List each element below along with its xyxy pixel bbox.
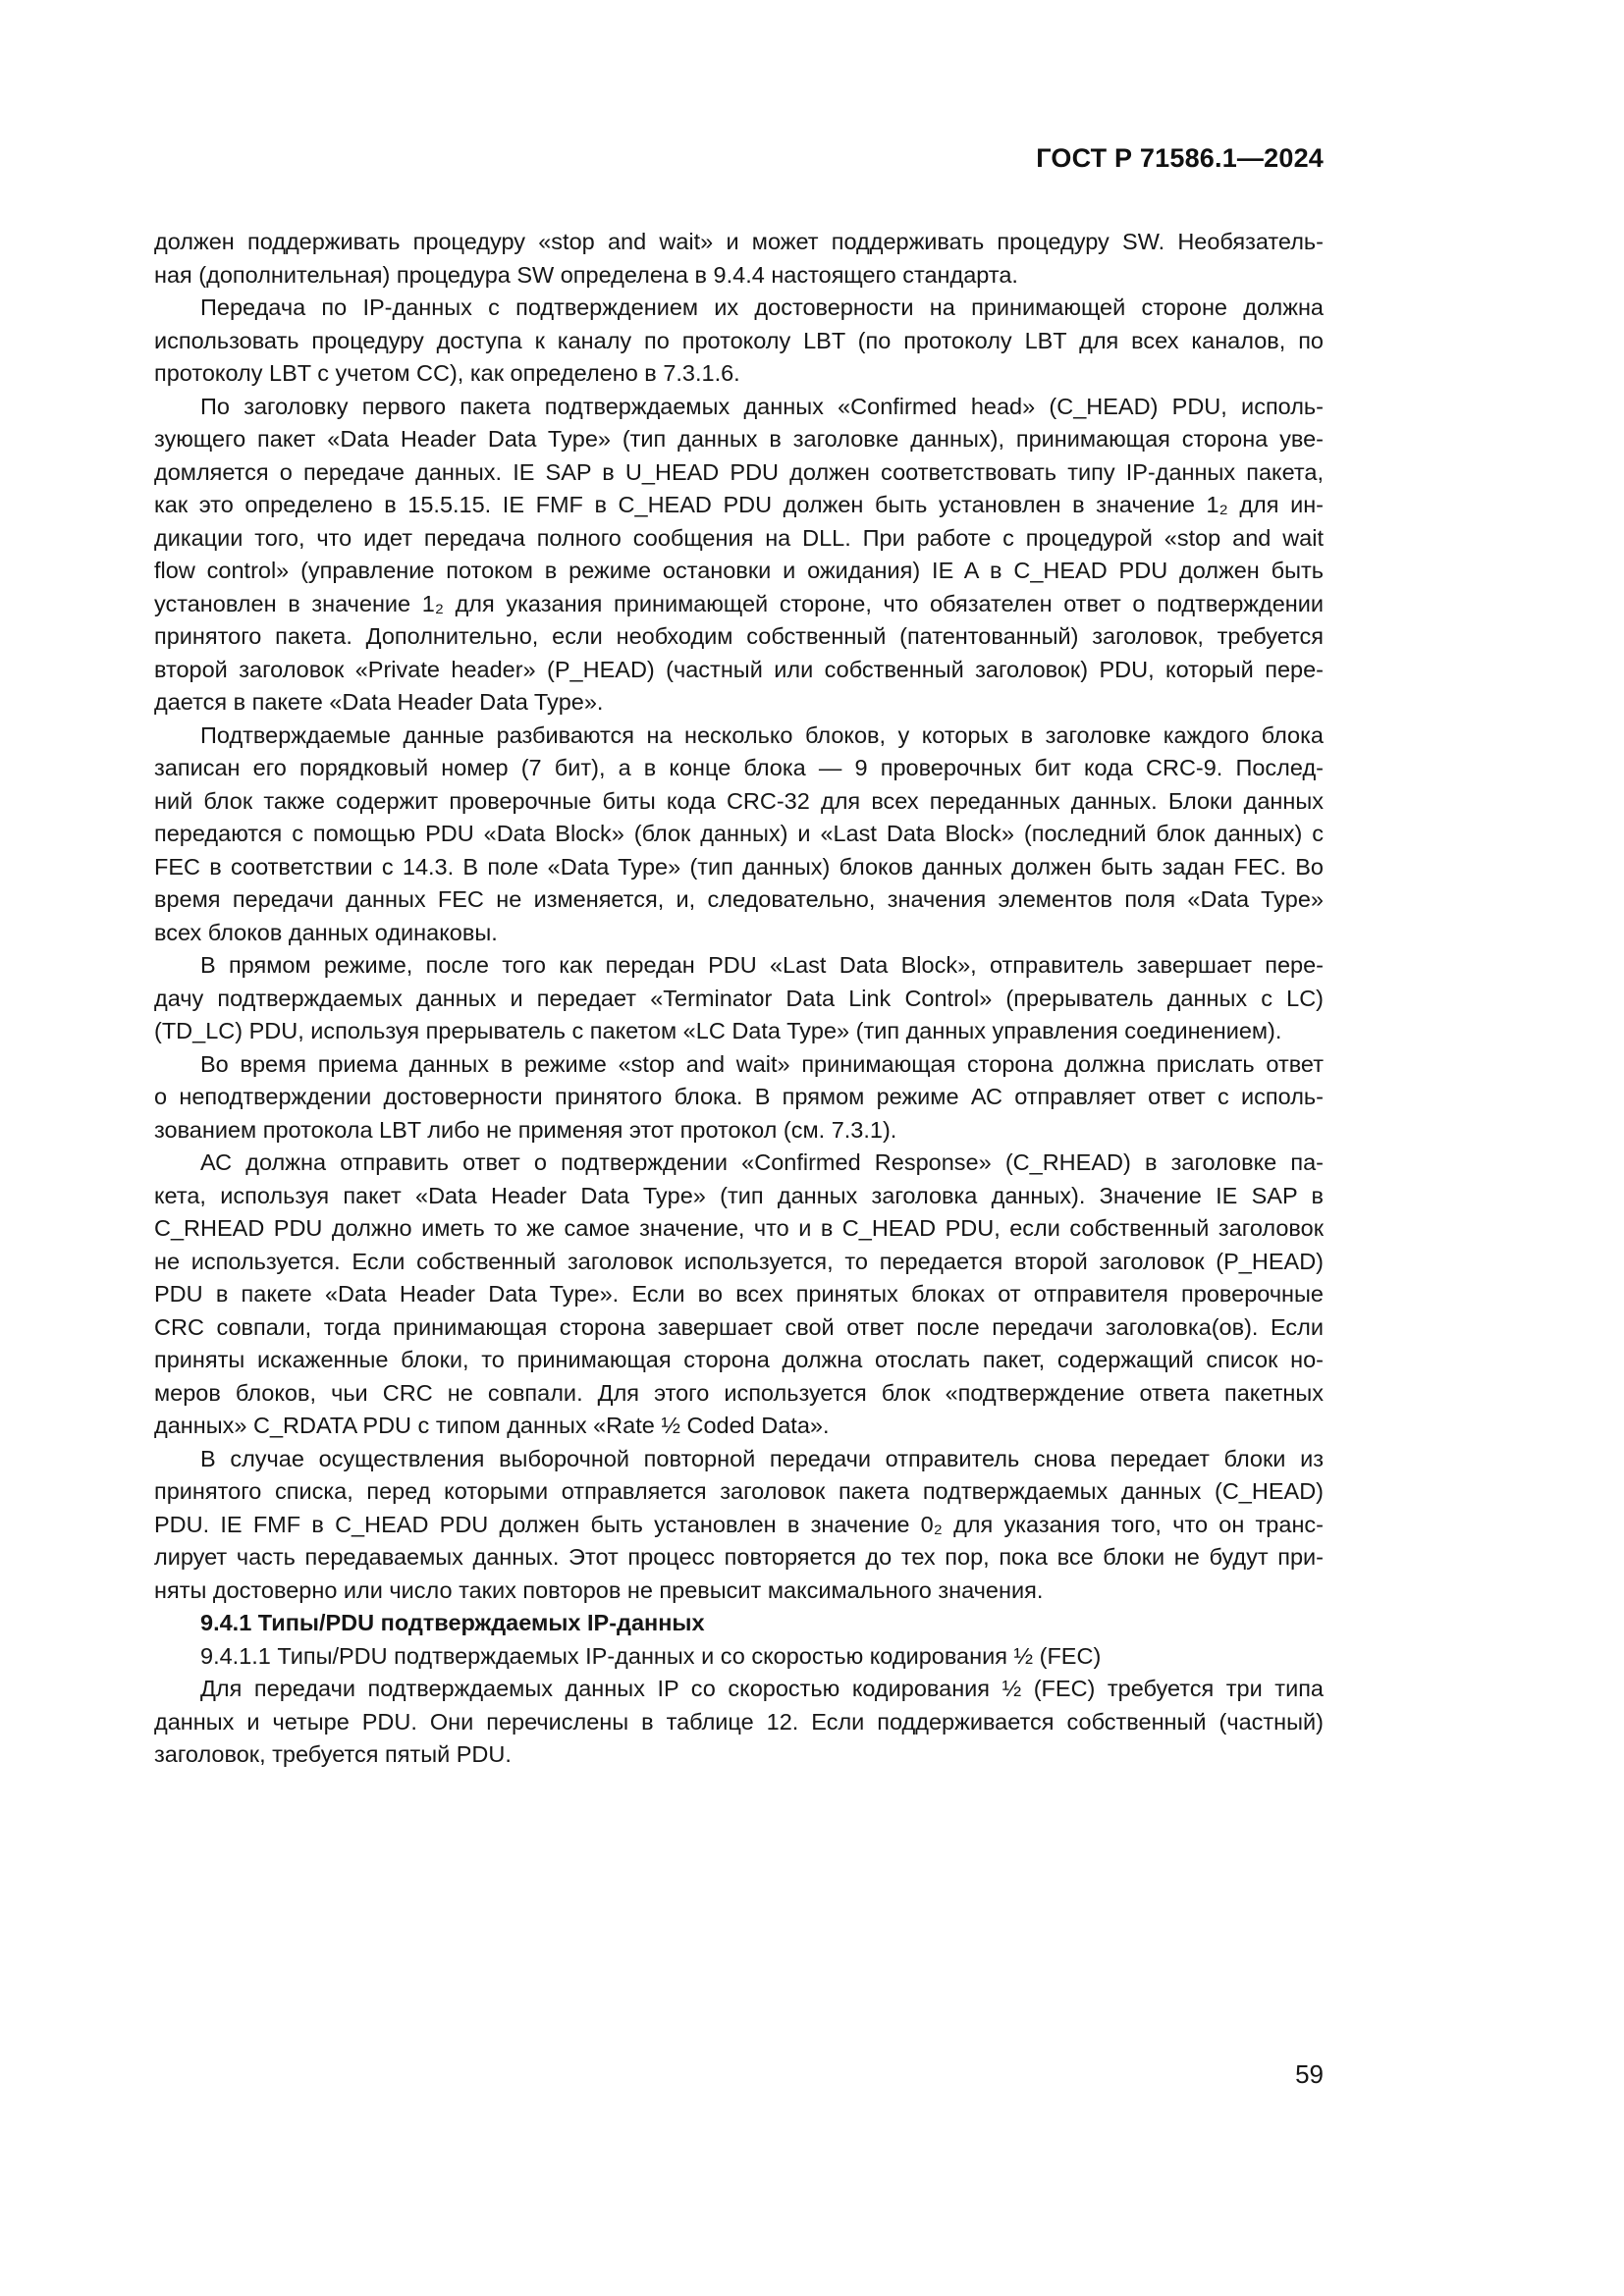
text-line: 9.4.1.1 Типы/PDU подтверждаемых IP-данных и со скоростью кодирования ½ (FEC) bbox=[200, 1642, 1102, 1669]
paragraph bbox=[154, 1640, 1324, 1674]
text-line: должен поддерживать процедуру «stop and wait» и может поддерживать процедуру SW. Необязатель- bbox=[154, 229, 1324, 254]
text-line: кета, используя пакет «Data Header Data Type» (тип данных заголовка данных). Значение IE SAP в bbox=[154, 1182, 1324, 1208]
paragraph bbox=[154, 720, 1324, 950]
text-line: CRC совпали, тогда принимающая сторона завершает свой ответ после передачи заголовка(ов). Если bbox=[154, 1313, 1324, 1340]
text-line: данных» C_RDATA PDU с типом данных «Rate ½ Coded Data». bbox=[154, 1413, 830, 1438]
paragraph bbox=[154, 292, 1324, 391]
section-heading bbox=[154, 1607, 1324, 1640]
text-line: FEC в соответствии с 14.3. В поле «Data Type» (тип данных) блоков данных должен быть задан FEC. Во bbox=[154, 853, 1324, 880]
paragraph bbox=[154, 1443, 1324, 1608]
text-line: использовать процедуру доступа к каналу по протоколу LBT (по протоколу LBT для всех каналов, по bbox=[154, 327, 1324, 353]
text-line: дается в пакете «Data Header Data Type». bbox=[154, 689, 604, 715]
text-line: PDU. IE FMF в C_HEAD PDU должен быть установлен в значение 0₂ для указания того, что он транс- bbox=[154, 1511, 1324, 1537]
text-line: ний блок также содержит проверочные биты кода CRC-32 для всех переданных данных. Блоки данных bbox=[154, 787, 1324, 814]
text-line: принятого пакета. Дополнительно, если необходим собственный (патентованный) заголовок, требуется bbox=[154, 623, 1324, 649]
paragraph bbox=[154, 1147, 1324, 1443]
text-line: передаются с помощью PDU «Data Block» (блок данных) и «Last Data Block» (последний блок данных) с bbox=[154, 821, 1324, 846]
text-line: записан его порядковый номер (7 бит), а в конце блока — 9 проверочных бит кода CRC-9. Послед- bbox=[154, 755, 1324, 780]
text-line: о неподтверждении достоверности принятого блока. В прямом режиме АС отправляет ответ с исполь- bbox=[154, 1084, 1324, 1109]
text-line: не используется. Если собственный заголовок используется, то передается второй заголовок (P_HEAD) bbox=[154, 1248, 1324, 1274]
text-line: всех блоков данных одинаковы. bbox=[154, 919, 498, 945]
text-line: заголовок, требуется пятый PDU. bbox=[154, 1741, 512, 1767]
text-line: время передачи данных FEC не изменяется, и, следовательно, значения элементов поля «Data Type» bbox=[154, 886, 1324, 912]
text-line: Подтверждаемые данные разбиваются на несколько блоков, у которых в заголовке каждого блока bbox=[200, 721, 1324, 748]
paragraph bbox=[154, 1673, 1324, 1772]
text-line: второй заголовок «Private header» (P_HEAD) (частный или собственный заголовок) PDU, который пере- bbox=[154, 656, 1324, 682]
text-line: В случае осуществления выборочной повторной передачи отправитель снова передает блоки из bbox=[200, 1445, 1324, 1471]
paragraph bbox=[154, 1048, 1324, 1148]
text-line: дикации того, что идет передача полного сообщения на DLL. При работе с процедурой «stop and wait bbox=[154, 524, 1324, 551]
text-line: лирует часть передаваемых данных. Этот процесс повторяется до тех пор, пока все блоки не будут при- bbox=[154, 1544, 1324, 1570]
text-line: Во время приема данных в режиме «stop and wait» принимающая сторона должна прислать ответ bbox=[200, 1050, 1324, 1077]
text-line: данных и четыре PDU. Они перечислены в таблице 12. Если поддерживается собственный (частный) bbox=[154, 1708, 1324, 1735]
standard-designation: ГОСТ Р 71586.1—2024 bbox=[1036, 143, 1324, 173]
text-line: Передача по IP-данных с подтверждением их достоверности на принимающей стороне должна bbox=[200, 294, 1324, 320]
text-line: (TD_LC) PDU, используя прерыватель с пакетом «LC Data Type» (тип данных управления соединением). bbox=[154, 1018, 1282, 1043]
text-line: ная (дополнительная) процедура SW определена в 9.4.4 настоящего стандарта. bbox=[154, 261, 1018, 288]
text-line: Для передачи подтверждаемых данных IP со скоростью кодирования ½ (FEC) требуется три типа bbox=[200, 1676, 1324, 1701]
text-line: В прямом режиме, после того как передан PDU «Last Data Block», отправитель завершает пере- bbox=[200, 952, 1324, 978]
text-line: как это определено в 15.5.15. IE FMF в C_HEAD PDU должен быть установлен в значение 1₂ для ин- bbox=[154, 492, 1324, 517]
text-line: приняты искаженные блоки, то принимающая сторона должна отослать пакет, содержащий список но- bbox=[154, 1347, 1324, 1372]
text-line: установлен в значение 1₂ для указания принимающей стороне, что обязателен ответ о подтверждении bbox=[154, 590, 1324, 616]
text-line: зованием протокола LBT либо не применяя этот протокол (см. 7.3.1). bbox=[154, 1116, 897, 1143]
text-line: PDU в пакете «Data Header Data Type». Если во всех принятых блоках от отправителя проверочные bbox=[154, 1281, 1324, 1307]
text-line: няты достоверно или число таких повторов не превысит максимального значения. bbox=[154, 1576, 1044, 1603]
text-line: C_RHEAD PDU должно иметь то же самое значение, что и в C_HEAD PDU, если собственный заголовок bbox=[154, 1215, 1324, 1241]
text-line: flow control» (управление потоком в режиме остановки и ожидания) IE A в C_HEAD PDU должен быть bbox=[154, 558, 1324, 583]
paragraph bbox=[154, 391, 1324, 720]
text-line: дачу подтверждаемых данных и передает «Terminator Data Link Control» (прерыватель данных с LC) bbox=[154, 985, 1324, 1011]
text-line: АС должна отправить ответ о подтверждении «Confirmed Response» (C_RHEAD) в заголовке па- bbox=[200, 1149, 1324, 1175]
document-body bbox=[154, 226, 1324, 1772]
text-line: По заголовку первого пакета подтверждаемых данных «Confirmed head» (C_HEAD) PDU, исполь- bbox=[200, 393, 1324, 419]
paragraph bbox=[154, 949, 1324, 1048]
text-line: принятого списка, перед которыми отправляется заголовок пакета подтверждаемых данных (C_HEAD) bbox=[154, 1478, 1324, 1504]
paragraph bbox=[154, 226, 1324, 292]
page-number: 59 bbox=[1295, 2059, 1324, 2089]
text-line: меров блоков, чьи CRC не совпали. Для этого используется блок «подтверждение ответа пакетных bbox=[154, 1379, 1324, 1406]
text-line: домляется о передаче данных. IE SAP в U_HEAD PDU должен соответствовать типу IP-данных пакета, bbox=[154, 458, 1324, 485]
text-line: 9.4.1 Типы/PDU подтверждаемых IP-данных bbox=[200, 1610, 705, 1635]
text-line: зующего пакет «Data Header Data Type» (тип данных в заголовке данных), принимающая сторона уве- bbox=[154, 426, 1324, 452]
text-line: протоколу LBT с учетом СС), как определено в 7.3.1.6. bbox=[154, 360, 740, 386]
